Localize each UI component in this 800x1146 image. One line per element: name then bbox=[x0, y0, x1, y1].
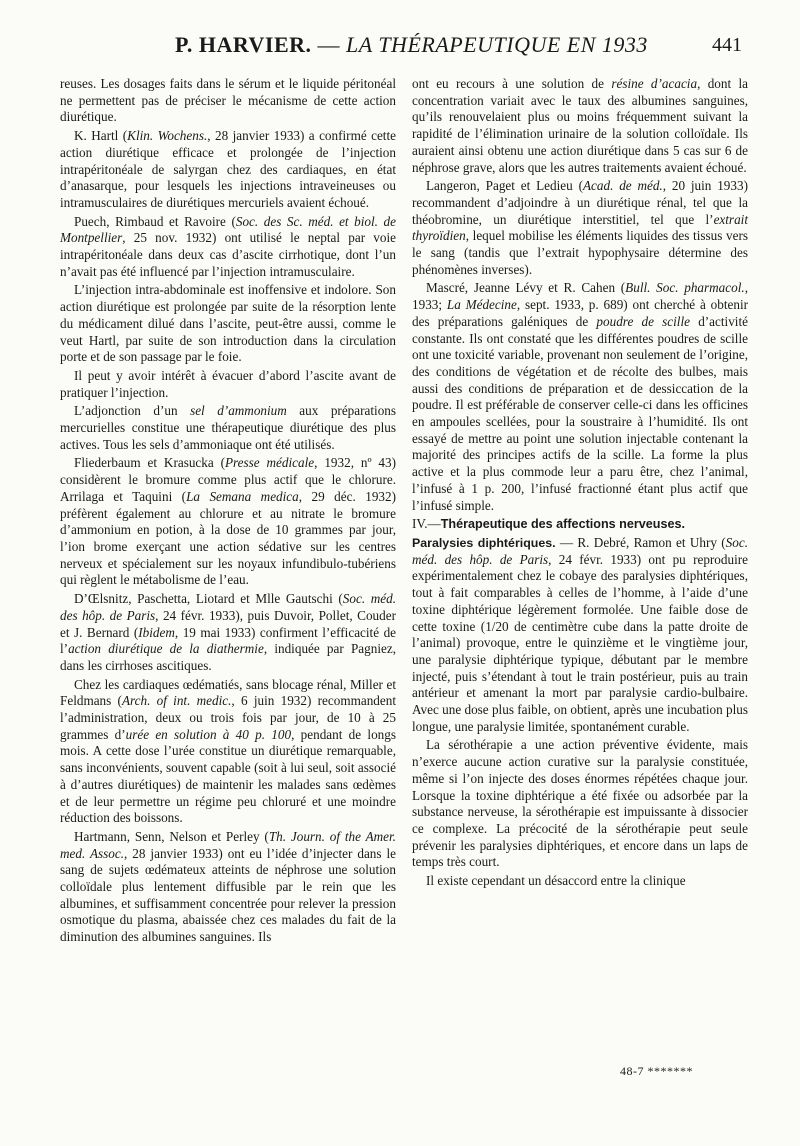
paragraph: Paralysies diphtériques. — R. Debré, Ramon et Uhry (Soc. méd. des hôp. de Paris, 24 févr. 1933) ont pu reproduire expérimentalement chez le cobaye des paralysies diphtériques, tout à fait comparables à celles de l’homme, à l’aide d’une toxine diphtérique légèrement formolée. Une faible dose de cette toxine (1/20 de centimètre cube dans la patte droite de l’animal) provoque, entre le quinzième et le vingtième jour, une paralysie diphtérique typique, débutant par le membre injecté, puis s’étendant à tout le train postérieur, puis au train antérieur et amenant la mort par paralysie cardio-bulbaire. Avec une dose plus faible, on obtient, après une incubation plus longue, une paralysie limitée, spontanément curable. bbox=[412, 534, 748, 734]
paragraph: La sérothérapie a une action préventive évidente, mais n’exerce aucune action curative sur la paralysie constituée, même si l’on injecte des doses énormes répétées chaque jour. Lorsque la toxine diphtérique a été fixée ou adsorbée par la substance nerveuse, la sérothérapie est impuissante à dissocier ce complexe. La précocité de la sérothérapie peut seule prévenir les paralysies diphtériques, et encore dans un laps de temps très court. bbox=[412, 737, 748, 870]
running-title bbox=[175, 32, 648, 58]
citation: Acad. de méd. bbox=[582, 178, 663, 194]
citation: Bull. Soc. pharmacol. bbox=[625, 280, 745, 296]
section-number: IV.— bbox=[412, 516, 441, 532]
paragraph: reuses. Les dosages faits dans le sérum et le liquide péritonéal ne permettent pas de préciser le mécanisme de cette action diurétique. bbox=[60, 76, 396, 125]
emphasis: action diurétique de la diathermie bbox=[68, 641, 264, 657]
citation: Th. Journ. of the Amer. med. Assoc. bbox=[60, 828, 396, 861]
paragraph: K. Hartl (Klin. Wochens., 28 janvier 1933) a confirmé cette action diurétique efficace et prolongée de l’injection intrapéritonéale de salyrgan chez des cardiaques, en état d’anasarque, pour lesquels les injections intraveineuses ou intramusculaires de diurétiques mercuriels avaient échoué. bbox=[60, 128, 396, 210]
paragraph: Chez les cardiaques œdématiés, sans blocage rénal, Miller et Feldmans (Arch. of int. medic., 6 juin 1932) recommandent l’administration, deux ou trois fois par jour, de 10 à 25 grammes d’urée en solution à 40 p. 100, pendant de longs mois. A cette dose l’urée constitue un diurétique remarquable, sans inconvénients, souvent capable (soit à lui seul, soit associé à d’autres diurétiques) de maintenir les malades sans œdèmes et de leur permettre un régime peu chloruré et une moindre réduction des boissons. bbox=[60, 676, 396, 826]
right-column bbox=[412, 76, 748, 892]
paragraph: Hartmann, Senn, Nelson et Perley (Th. Journ. of the Amer. med. Assoc., 28 janvier 1933) ont eu l’idée d’injecter dans le sang de sujets œdémateux atteints de néphrose une solution colloïdale plus lentement diffusible par le rein que les albumines, et suffisamment concentrée pour relever la pression osmotique du plasma, abaissée chez ces malades du fait de la diminution des albumines sanguines. Ils bbox=[60, 828, 396, 945]
run-in-heading: Paralysies diphtériques. bbox=[412, 535, 556, 550]
section-heading bbox=[412, 516, 748, 533]
paragraph: ont eu recours à une solution de résine d’acacia, dont la concentration variait avec le taux des albumines sanguines, qu’ils renouvelaient plus ou moins fréquemment suivant la rapidité de l’élimination urinaire de la solution colloïdale. Ils auraient ainsi obtenu une action diurétique dans 5 cas sur 6 de néphrose grave, alors que les autres traitements avaient échoué. bbox=[412, 76, 749, 175]
paragraph: Puech, Rimbaud et Ravoire (Soc. des Sc. méd. et biol. de Montpellier, 25 nov. 1932) ont utilisé le neptal par voie intrapéritonéale dans deux cas d’ascite cirrhotique, dont l’un n’avait pas été influencé par l’injection intramusculaire. bbox=[60, 213, 396, 279]
header-author: P. HARVIER. bbox=[175, 32, 312, 57]
citation: Presse médicale bbox=[224, 455, 315, 471]
paragraph: Mascré, Jeanne Lévy et R. Cahen (Bull. Soc. pharmacol., 1933; La Médecine, sept. 1933, p. 689) ont cherché à obtenir des préparations galéniques de poudre de scille d’activité constante. Ils ont constaté que les différentes poudres de scille ont une toxicité variable, provenant non seulement de l’origine, des conditions de végétation et de récolte des bulbes, mais aussi des conditions de préparation et de dessiccation de la poudre. Il est préférable de conserver celle-ci dans les officines en ampoules scellées, pour la soustraire à l’humidité. Ils ont essayé de mettre au point une solution injectable contenant la majorité des principes actifs de la scille. La forme la plus active et la plus commode leur a paru être, chez l’animal, l’infusé à 1 p. 200, l’infusé fractionné étant plus actif que l’infusé simple. bbox=[412, 280, 748, 513]
paragraph: Il peut y avoir intérêt à évacuer d’abord l’ascite avant de pratiquer l’injection. bbox=[60, 367, 396, 400]
running-header bbox=[60, 32, 742, 68]
paragraph: D’Œlsnitz, Paschetta, Liotard et Mlle Gautschi (Soc. méd. des hôp. de Paris, 24 févr. 1933), puis Duvoir, Pollet, Couder et J. Bernard (Ibidem, 19 mai 1933) confirment l’efficacité de l’action diurétique de la diathermie, indiquée par Pagniez, dans les cirrhoses ascitiques. bbox=[60, 591, 397, 673]
citation: Klin. Wochens. bbox=[127, 128, 208, 144]
paragraph: Fliederbaum et Krasucka (Presse médicale, 1932, nº 43) considèrent le bromure comme plus actif que le chlorure. Arrilaga et Taquini (La Semana medica, 29 déc. 1932) préfèrent également au chlorure et au nitrate le bromure d’ammonium en potion, à la dose de 10 grammes par jour, l’ion brome exerçant une action sédative sur les centres nerveux et spécialement sur les noyaux infundibulo-tubériens qui règlent le métabolisme de l’eau. bbox=[60, 455, 396, 588]
emphasis: résine d’acacia bbox=[611, 76, 698, 91]
citation: Soc. méd. des hôp. de Paris bbox=[60, 591, 396, 623]
paragraph: L’adjonction d’un sel d’ammonium aux préparations mercurielles constitue une thérapeutique diurétique des plus actives. Tous les sels d’ammoniaque ont été utilisés. bbox=[60, 403, 397, 452]
emphasis: urée en solution à 40 p. 100 bbox=[125, 726, 292, 742]
citation: Soc. des Sc. méd. et biol. de Montpellier bbox=[60, 213, 396, 246]
paragraph: Langeron, Paget et Ledieu (Acad. de méd., 20 juin 1933) recommandent d’adjoindre à un diurétique rénal, tel que la théobromine, un diurétique interstitiel, tel que l’extrait thyroïdien, lequel mobilise les éléments liquides des tissus vers le sang (tandis que l’extrait hypophysaire détermine des phénomènes inverses). bbox=[412, 178, 748, 277]
citation: Soc. méd. des hôp. de Paris bbox=[412, 534, 748, 567]
emphasis: poudre de scille bbox=[596, 313, 690, 329]
citation: La Médecine bbox=[446, 297, 517, 313]
page-number: 441 bbox=[712, 34, 742, 56]
citation: La Semana medica bbox=[186, 488, 299, 504]
emphasis: sel d’ammonium bbox=[190, 403, 287, 419]
header-work-title: LA THÉRAPEUTIQUE EN 1933 bbox=[346, 32, 648, 57]
emphasis: extrait thyroïdien bbox=[412, 211, 748, 244]
citation: Ibidem bbox=[138, 624, 175, 640]
paragraph: Il existe cependant un désaccord entre la clinique bbox=[426, 873, 686, 889]
citation: Arch. of int. medic. bbox=[121, 693, 232, 709]
paragraph: L’injection intra-abdominale est inoffensive et indolore. Son action diurétique est prolongée par suite de la résorption lente du médicament dilué dans l’ascite, peut-être aussi, comme le veut Hartl, par suite de son introduction dans la circulation porte et de son passage par le foie. bbox=[60, 282, 396, 365]
header-separator: — bbox=[317, 32, 341, 57]
section-title: Thérapeutique des affections nerveuses. bbox=[440, 517, 685, 532]
left-column bbox=[60, 76, 396, 948]
printer-signature: 48-7 ******* bbox=[620, 1064, 693, 1078]
